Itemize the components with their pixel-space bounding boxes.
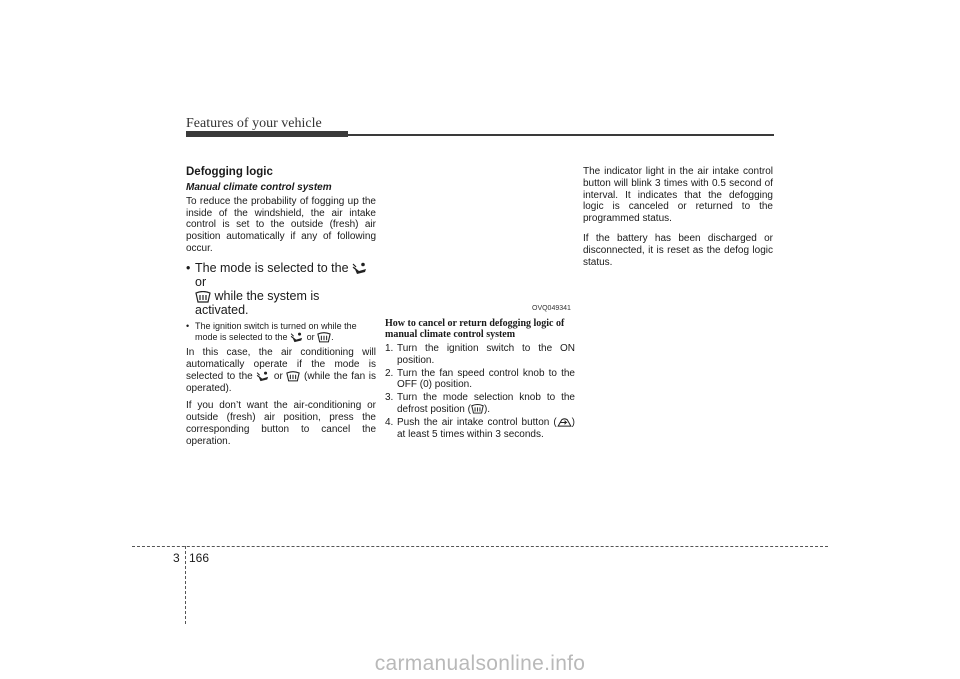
floor-defrost-icon — [290, 332, 304, 343]
step3-text-b: ). — [483, 403, 491, 415]
defrost-icon — [195, 291, 211, 303]
bullet2-end: . — [331, 331, 334, 342]
step4-text-b: ) at least 5 times within 3 seconds. — [397, 416, 575, 440]
para2-text-a: In this case, the air conditioning will automatically operate if the mode is selected to the — [186, 347, 376, 382]
footer-rule — [132, 546, 828, 547]
bullet-item: • The mode is selected to the or while the system is activated. — [186, 261, 376, 317]
step-number: 4. — [385, 416, 394, 428]
air-intake-icon — [557, 417, 572, 427]
step-text: Turn the ignition switch to the ON position. — [397, 343, 575, 366]
defrost-icon — [286, 371, 300, 382]
floor-defrost-icon — [256, 371, 270, 382]
step-item — [385, 343, 575, 367]
step-number: 2. — [385, 367, 394, 379]
chapter-number: 3 — [173, 551, 180, 565]
header-title: Features of your vehicle — [186, 116, 322, 131]
step-number: 3. — [385, 392, 394, 404]
step-item — [385, 392, 575, 416]
bullet2-or: or — [306, 331, 315, 342]
step-text: Turn the fan speed control knob to the OFF (0) position. — [397, 367, 575, 391]
paragraph-auto-ac — [186, 347, 376, 394]
step3-text-a: Turn the mode selection knob to the defrost position ( — [397, 392, 575, 415]
bullet1-text-a: The mode is selected to the — [195, 260, 349, 275]
section-subtitle: Manual climate control system — [186, 182, 332, 193]
defrost-icon — [317, 332, 331, 343]
column-right — [583, 166, 773, 274]
step-number: 1. — [385, 343, 394, 354]
step-item — [385, 417, 575, 441]
cancel-heading: How to cancel or return defogging logic of manual climate control system — [385, 318, 565, 340]
section-title: Defogging logic — [186, 166, 273, 178]
page-number: 166 — [189, 551, 210, 565]
para2-or: or — [273, 370, 283, 382]
bullet2-text: The ignition switch is turned on while the mode is selected to the — [195, 320, 357, 342]
step4-text-a: Push the air intake control button ( — [397, 416, 557, 428]
figure-code: OVQ049341 — [532, 305, 571, 312]
watermark: carmanualsonline.info — [374, 652, 586, 675]
bullet-item: • The ignition switch is turned on while the mode is selected to the or . — [186, 320, 357, 342]
header-rule — [348, 134, 774, 136]
paragraph-cancel: If you don’t want the air-conditioning or outside (fresh) air position, press the corresponding button to cancel the operation. — [186, 400, 376, 447]
header-bar — [186, 131, 348, 137]
column-middle — [385, 318, 575, 441]
bullet1-text-b: while the system is activated. — [195, 288, 320, 317]
para2-text-b: (while the fan is operated). — [186, 370, 377, 394]
floor-defrost-icon — [352, 262, 368, 275]
battery-paragraph: If the battery has been discharged or disconnected, it is reset as the defog logic status. — [583, 232, 773, 268]
step-item — [385, 368, 575, 392]
indicator-paragraph: The indicator light in the air intake control button will blink 3 times with 0.5 second of interval. It indicates that the defogging logic is canceled or returned to the programmed status. — [583, 166, 773, 225]
bullet1-or: or — [195, 274, 207, 289]
column-left — [186, 166, 376, 454]
footer-divider — [185, 546, 186, 624]
defrost-icon — [471, 404, 484, 414]
intro-paragraph: To reduce the probability of fogging up the inside of the windshield, the air intake control is set to the outside (fresh) air position automatically if any of following occur. — [186, 195, 376, 254]
